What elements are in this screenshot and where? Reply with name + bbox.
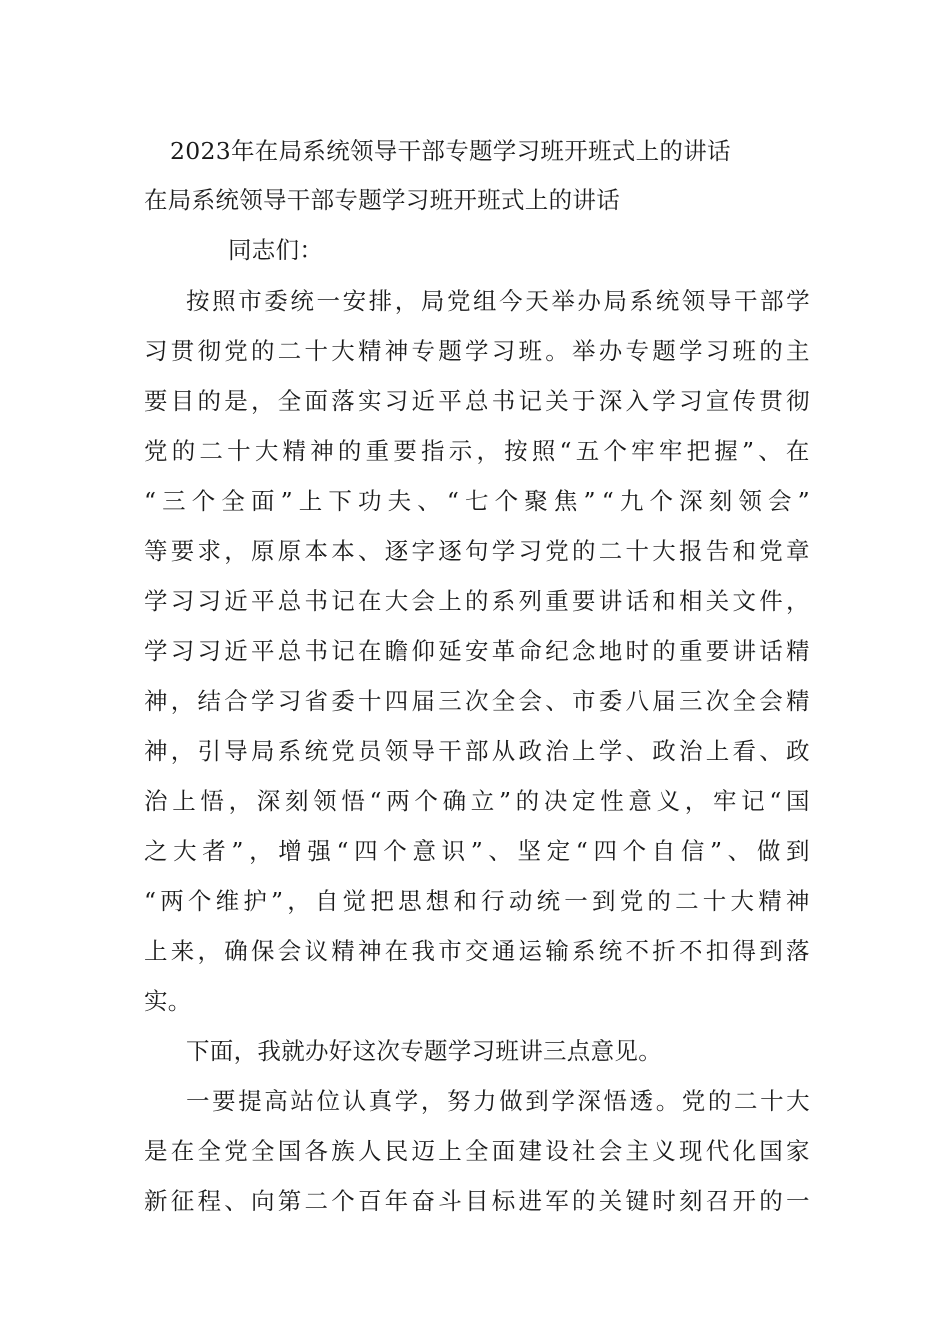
paragraph-line: 上 来 ， 确 保 会 议 精 神 在 我 市 交 通 运 输 系 统 不 折 不 扣 得 到 落 (144, 937, 810, 965)
paragraph-line: 神 ， 引 导 局 系 统 党 员 领 导 干 部 从 政 治 上 学 、 政 治 上 看 、 政 (144, 737, 810, 765)
paragraph-line: 按 照 市 委 统 一 安 排 ， 局 党 组 今 天 举 办 局 系 统 领 导 干 部 学 (186, 287, 810, 315)
paragraph-line: 习 贯 彻 党 的 二 十 大 精 神 专 题 学 习 班 。 举 办 专 题 学 习 班 的 主 (144, 337, 810, 365)
paragraph-line: 治 上 悟 ， 深 刻 领 悟 “ 两 个 确 立 ” 的 决 定 性 意 义 ， 牢 记 “ 国 (144, 787, 810, 815)
paragraph-line: 学 习 习 近 平 总 书 记 在 瞻 仰 延 安 革 命 纪 念 地 时 的 重 要 讲 话 精 (144, 637, 810, 665)
document-subtitle: 在局系统领导干部专题学习班开班式上的讲话 (144, 186, 620, 214)
paragraph-line: 学 习 习 近 平 总 书 记 在 大 会 上 的 系 列 重 要 讲 话 和 相 关 文 件 ， (144, 587, 810, 615)
paragraph-line: 一 要 提 高 站 位 认 真 学 ， 努 力 做 到 学 深 悟 透 。 党 的 二 十 大 (186, 1087, 810, 1115)
paragraph-line: 实。 (144, 987, 192, 1015)
paragraph-line: 新 征 程 、 向 第 二 个 百 年 奋 斗 目 标 进 军 的 关 键 时 刻 召 开 的 一 (144, 1187, 810, 1215)
paragraph-line: 下面，我就办好这次专题学习班讲三点意见。 (186, 1037, 662, 1065)
document-title: 2023年在局系统领导干部专题学习班开班式上的讲话 (170, 137, 731, 165)
paragraph-line: “ 两 个 维 护 ” ， 自 觉 把 思 想 和 行 动 统 一 到 党 的 二 十 大 精 神 (144, 887, 810, 915)
salutation: 同志们： (228, 236, 324, 264)
paragraph-line: 是 在 全 党 全 国 各 族 人 民 迈 上 全 面 建 设 社 会 主 义 现 代 化 国 家 (144, 1137, 810, 1165)
paragraph-line: 神 ， 结 合 学 习 省 委 十 四 届 三 次 全 会 、 市 委 八 届 三 次 全 会 精 (144, 687, 810, 715)
paragraph-line: 等 要 求 ， 原 原 本 本 、 逐 字 逐 句 学 习 党 的 二 十 大 报 告 和 党 章 (144, 537, 810, 565)
paragraph-line: 要 目 的 是 ， 全 面 落 实 习 近 平 总 书 记 关 于 深 入 学 习 宣 传 贯 彻 (144, 387, 810, 415)
paragraph-line: 党 的 二 十 大 精 神 的 重 要 指 示 ， 按 照 “ 五 个 牢 牢 把 握 ” 、 在 (144, 437, 810, 465)
paragraph-line: “ 三 个 全 面 ” 上 下 功 夫 、 “ 七 个 聚 焦 ” “ 九 个 深 刻 领 会 ” (144, 487, 810, 515)
paragraph-line: 之 大 者 ” ， 增 强 “ 四 个 意 识 ” 、 坚 定 “ 四 个 自 信 ” 、 做 到 (144, 837, 810, 865)
